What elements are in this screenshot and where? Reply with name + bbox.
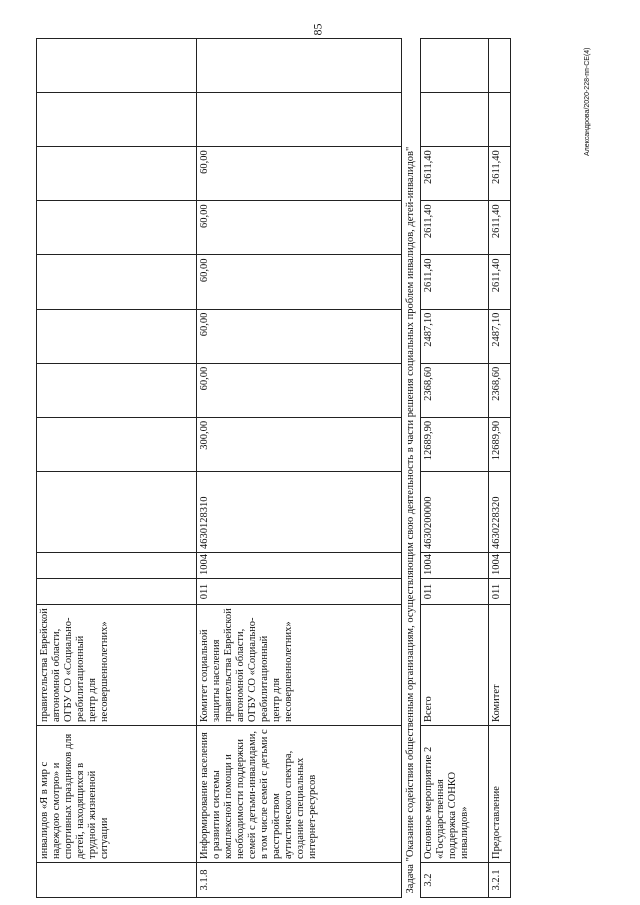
value-total: 300,00 [197, 417, 402, 471]
value-extra-1 [37, 93, 197, 147]
section-code: 1004 [197, 553, 402, 579]
table-row [197, 39, 402, 898]
row-number: 3.1.8 [197, 863, 402, 898]
value-2025 [37, 147, 197, 201]
value-2025: 2611,40 [489, 147, 511, 201]
value-2023 [37, 255, 197, 309]
executor: Всего [421, 605, 489, 726]
grbs-code: 011 [489, 579, 511, 605]
value-2022: 2487,10 [421, 309, 489, 363]
value-2022: 60,00 [197, 309, 402, 363]
row-number: 3.2.1 [489, 863, 511, 898]
row-number [37, 863, 197, 898]
grbs-code: 011 [197, 579, 402, 605]
value-extra-1 [421, 93, 489, 147]
measure-name: Предоставление [489, 726, 511, 863]
value-extra-2 [37, 39, 197, 93]
value-2021 [37, 363, 197, 417]
value-2022: 2487,10 [489, 309, 511, 363]
value-2021: 60,00 [197, 363, 402, 417]
value-total: 12689,90 [489, 417, 511, 471]
value-extra-1 [197, 93, 402, 147]
table-row [421, 39, 489, 898]
measure-name: инвалидов «Я в мир с надеждою смотрю» и спортивных праздников для детей, находящихся в трудной жизненной ситуации [37, 726, 197, 863]
executor: Комитет [489, 605, 511, 726]
value-2025: 60,00 [197, 147, 402, 201]
section-code: 1004 [489, 553, 511, 579]
document-footer: Александрова/2020-228-пп-СЕ(4) [584, 47, 591, 156]
page-number: 85 [310, 23, 325, 36]
value-extra-2 [197, 39, 402, 93]
executor: Комитет социальной защиты населения правительства Еврейской автономной области, ОГБУ СО «Социально-реабилитационный центр для несовершеннолетних» [197, 605, 402, 726]
value-2024: 60,00 [197, 201, 402, 255]
value-extra-2 [489, 39, 511, 93]
task-row [402, 39, 421, 898]
csr-code: 4630200000 [421, 472, 489, 553]
value-2021: 2368,60 [421, 363, 489, 417]
csr-code: 4630228320 [489, 472, 511, 553]
measure-name: Информирование населения о развитии системы комплексной помощи и необходимости поддержки семей с детьми-инвалидами, в том числе семей с детьми с расстройством аутистического спектра, создание специальных интернет-ресурсов [197, 726, 402, 863]
measure-name: Основное мероприятие 2 «Государственная поддержка СОНКО инвалидов» [421, 726, 489, 863]
value-2021: 2368,60 [489, 363, 511, 417]
value-2022 [37, 309, 197, 363]
value-2024: 2611,40 [421, 201, 489, 255]
grbs-code: 011 [421, 579, 489, 605]
value-2025: 2611,40 [421, 147, 489, 201]
value-2024: 2611,40 [489, 201, 511, 255]
value-extra-2 [421, 39, 489, 93]
value-2023: 2611,40 [421, 255, 489, 309]
task-heading: Задача "Оказание содействия общественным организациям, осуществляющим свою деятельность в части решения социальных проблем инвалидов, детей-инвалидов" [402, 39, 421, 898]
document-sheet [36, 38, 596, 898]
table-row [37, 39, 197, 898]
grbs-code [37, 579, 197, 605]
value-total: 12689,90 [421, 417, 489, 471]
csr-code [37, 472, 197, 553]
program-table [36, 38, 511, 898]
executor: правительства Еврейской автономной области, ОГБУ СО «Социально-реабилитационный центр для несовершеннолетних» [37, 605, 197, 726]
value-2024 [37, 201, 197, 255]
value-total [37, 417, 197, 471]
value-2023: 60,00 [197, 255, 402, 309]
row-number: 3.2 [421, 863, 489, 898]
value-extra-1 [489, 93, 511, 147]
table-row [489, 39, 511, 898]
csr-code: 4630128310 [197, 472, 402, 553]
section-code: 1004 [421, 553, 489, 579]
value-2023: 2611,40 [489, 255, 511, 309]
section-code [37, 553, 197, 579]
